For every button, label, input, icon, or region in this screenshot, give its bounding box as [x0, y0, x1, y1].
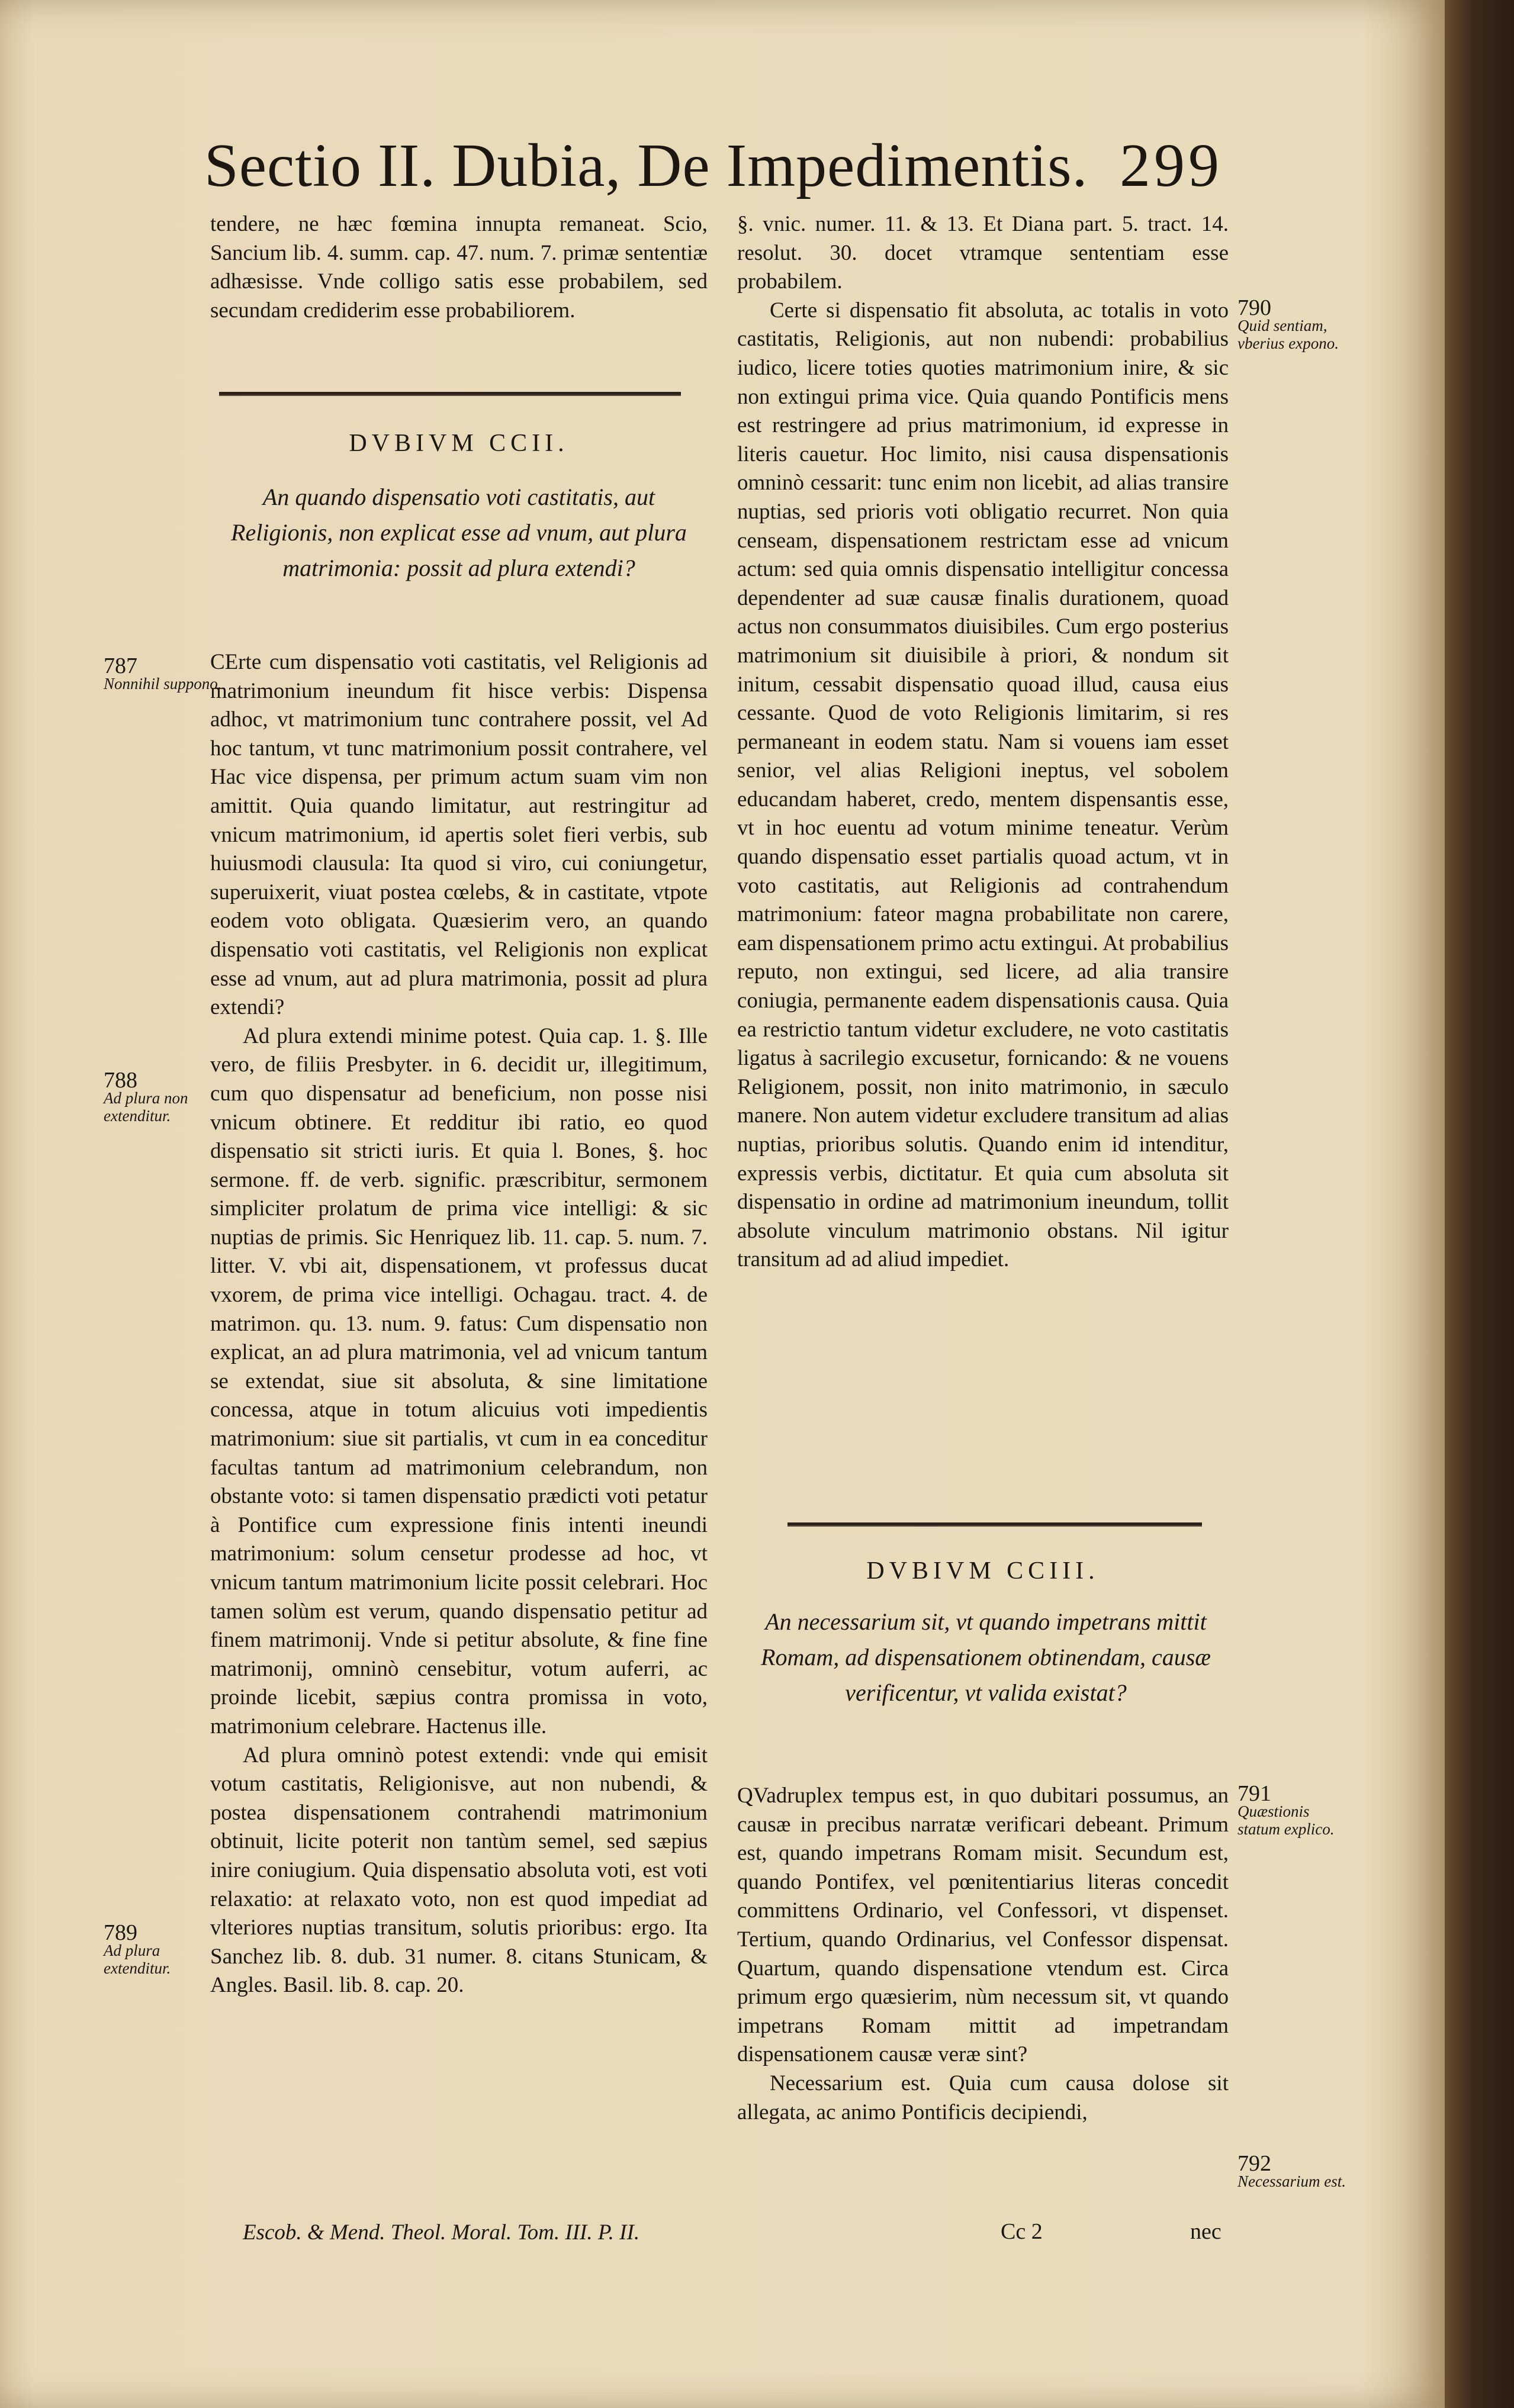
right-paragraph-2: Certe si dispensatio fit absoluta, ac totalis in voto castitatis, Religionis, aut non nubendi: probabilius iudico, licere toties quoties matrimonium inire, & sic non extingui prima vice. Quia quando Pontificis mens est restringere ad prius matrimonium, id expresse in literis cauetur. Hoc limito, nisi causa dispensationis omninò cessarit: tunc enim non licebit, ad alias transire nuptias, sed prioris voti obligatio recurret. Non quia censeam, dispensationem restrictam esse ad vnicum actum: sed quia omnis dispensatio intelligitur concessa dependenter ad suæ causæ finalis durationem, quoad actus non consummatos diuisibiles. Cum ergo posterius matrimonium sit diuisibile à priori, & nondum sit initum, cessabit dispensatio quoad illud, causa eius cessante. Quod de voto Religionis limitarim, si res permaneant in eodem statu. Nam si vouens iam esset senior, vel alias Religioni ineptus, vel sobolem educandam haberet, credo, mentem dispensantis esse, vt in hoc euentu ad votum minime teneatur. Verùm quando dispensatio esset partialis quoad actum, vt in voto castitatis, aut Religionis ad contrahendum matrimonium: fateor magna probabilitate non carere, eam dispensationem primo actu extingui. At probabilius reputo, non extingui, sed licere, ad alia transire coniugia, permanente eadem dispensationis causa. Quia ea restrictio tantum videtur excludere, ne voto castitatis ligatus à sacrilegio excusetur, fornicando: & ne vouens Religionem, possit, non inito matrimonio, in sæculo manere. Non autem videtur excludere transitum ad alias nuptias, prioribus solutis. Quando enim id intenditur, expressis verbis, dictitatur. Et quia cum absoluta sit dispensatio in ordine ad matrimonium ineundum, tollit absolute vinculum matrimonio obstans. Nil igitur transitum ad ad aliud impediet.	[737, 298, 1229, 1272]
margin-note-text: Quæstionis statum explico.	[1237, 1802, 1335, 1838]
margin-note-number: 788	[104, 1068, 137, 1093]
section-rule-2	[787, 1522, 1202, 1527]
margin-note-number: 790	[1237, 295, 1271, 320]
margin-note-text: Ad plura extenditur.	[104, 1942, 171, 1977]
catchword: nec	[1190, 2219, 1222, 2244]
running-header	[204, 130, 1223, 207]
margin-note-number: 792	[1237, 2151, 1271, 2176]
left-column-body	[210, 648, 708, 2000]
dubium-202-question: An quando dispensatio voti castitatis, aut Religionis, non explicat esse ad vnum, aut plura matrimonia: possit ad plura extendi?	[231, 484, 687, 581]
margin-note-text: Ad plura non extenditur.	[104, 1089, 188, 1125]
left-paragraph-1: CErte cum dispensatio voti castitatis, vel Religionis ad matrimonium ineundum fit hisce verbis: Dispensa adhoc, vt matrimonium tunc contrahere possit, vel Ad hoc tantum, vt tunc matrimonium possit contrahere, vel Hac vice dispensa, per primum actum suam vim non amittit. Quia quando limitatur, aut restringitur ad vnicum matrimonium, id apertis solet fieri verbis, sub huiusmodi clausula: Ita quod si viro, cui coniungetur, superuixerit, viuat postea cœlebs, & in castitate, vtpote eodem voto obligata. Quæsierim vero, an quando dispensatio voti castitatis, vel Religionis non explicat esse ad vnum, aut ad plura matrimonia, possit ad plura extendi?	[210, 650, 708, 1020]
margin-note-788	[104, 1068, 222, 1125]
margin-note-number: 791	[1237, 1781, 1271, 1806]
margin-note-number: 787	[104, 653, 137, 678]
margin-note-790	[1237, 295, 1356, 352]
right-paragraph-3: QVadruplex tempus est, in quo dubitari possumus, an causæ in precibus narratæ verificari debeant. Primum est, quando impetrans Romam misit. Secundum est, quando Pontifex, vel pœnitentiarius literas concedit committens Ordinario, vel Confessori, vt dispenset. Tertium, quando Ordinarius, vel Confessor dispensat. Quartum, quando dispensatione vtendum est. Circa primum ergo quæsierim, nùm necessum sit, vt quando impetrans Romam mittit ad impetrandam dispensationem causæ veræ sint?	[737, 1784, 1229, 2067]
right-column-top	[737, 210, 1229, 1274]
section-rule	[219, 392, 681, 396]
margin-note-791	[1237, 1781, 1356, 1838]
dubium-203-question: An necessarium sit, vt quando impetrans mittit Romam, ad dispensationem obtinendam, causæ verificentur, vt valida existat?	[761, 1608, 1211, 1706]
footer-left: Escob. & Mend. Theol. Moral. Tom. III. P. II.	[243, 2220, 640, 2245]
margin-note-text: Necessarium est.	[1237, 2172, 1346, 2190]
margin-note-text: Nonnihil suppono.	[104, 675, 222, 693]
book-edge	[1445, 0, 1514, 2408]
margin-note-787	[104, 653, 222, 693]
dubium-203-heading: DVBIVM CCIII.	[866, 1557, 1100, 1585]
header-title: Sectio II. Dubia, De Impedimentis.	[204, 131, 1088, 199]
signature-mark: Cc 2	[1001, 2219, 1043, 2244]
right-column-bottom	[737, 1782, 1229, 2127]
dubium-202-heading: DVBIVM CCII.	[349, 430, 569, 457]
left-top-paragraph: tendere, ne hæc fœmina innupta remaneat. Scio, Sancium lib. 4. summ. cap. 47. num. 7. primæ sententiæ adhæsisse. Vnde colligo satis esse probabilem, sed secundam crediderim esse probabiliorem.	[210, 212, 708, 323]
right-paragraph-1: §. vnic. numer. 11. & 13. Et Diana part. 5. tract. 14. resolut. 30. docet vtramque sententiam esse probabilem.	[737, 212, 1229, 294]
right-paragraph-4: Necessarium est. Quia cum causa dolose sit allegata, ac animo Pontificis decipiendi,	[737, 2071, 1229, 2124]
page-number: 299	[1120, 131, 1223, 199]
left-paragraph-2: Ad plura extendi minime potest. Quia cap. 1. §. Ille vero, de filiis Presbyter. in 6. decidit ur, illegitimum, cum quo dispensatur ad beneficium, non posse nisi vnicum obtinere. Et redditur ibi ratio, eo quod dispensatio sit stricti iuris. Et quia l. Bones, §. hoc sermone. ff. de verb. signific. præscribitur, sermonem simpliciter prolatum de prima vice intelligi: & sic nuptias de primis. Sic Henriquez lib. 11. cap. 5. num. 7. litter. V. vbi ait, dispensationem, vt professus ducat vxorem, de prima vice intelligi. Ochagau. tract. 4. de matrimon. qu. 13. num. 9. fatus: Cum dispensatio non explicat, an ad plura matrimonia, vel ad vnicum tantum se extendat, siue sit absoluta, & sine limitatione concessa, atque in totum alicuius voti impedientis matrimonium: siue sit partialis, vt cum in ea conceditur facultas tantum ad matrimonium celebrandum, non obstante voto: si tamen dispensatio prædicti voti petatur à Pontifice cum expressione finis intenti ineundi matrimonium: solum censetur prodesse ad hoc, vt vnicum tantum matrimonium licite possit celebrari. Hoc tamen solùm est verum, quando dispensatio petitur ad finem matrimonij. Vnde si petitur absolute, & fine fine matrimonij, omninò censebitur, votum auferri, ac proinde licebit, sæpius contra promissa in voto, matrimonium celebrare. Hactenus ille.	[210, 1023, 708, 1739]
margin-note-text: Quid sentiam, vberius expono.	[1237, 317, 1339, 352]
margin-note-792	[1237, 2151, 1356, 2190]
left-paragraph-3: Ad plura omninò potest extendi: vnde qui emisit votum castitatis, Religionisve, aut non nubendi, & postea dispensationem contrahendi matrimonium obtinuit, licite poterit non tantùm semel, sed sæpius inire coniugium. Quia dispensatio absoluta voti, est voti relaxatio: at relaxato voto, non est quod impediat ad vlteriores nuptias transitum, solutis prioribus: ergo. Ita Sanchez lib. 8. dub. 31 numer. 8. citans Stunicam, & Angles. Basil. lib. 8. cap. 20.	[210, 1743, 708, 1998]
margin-note-789	[104, 1920, 222, 1977]
left-column-top	[210, 210, 708, 325]
margin-note-number: 789	[104, 1920, 137, 1945]
